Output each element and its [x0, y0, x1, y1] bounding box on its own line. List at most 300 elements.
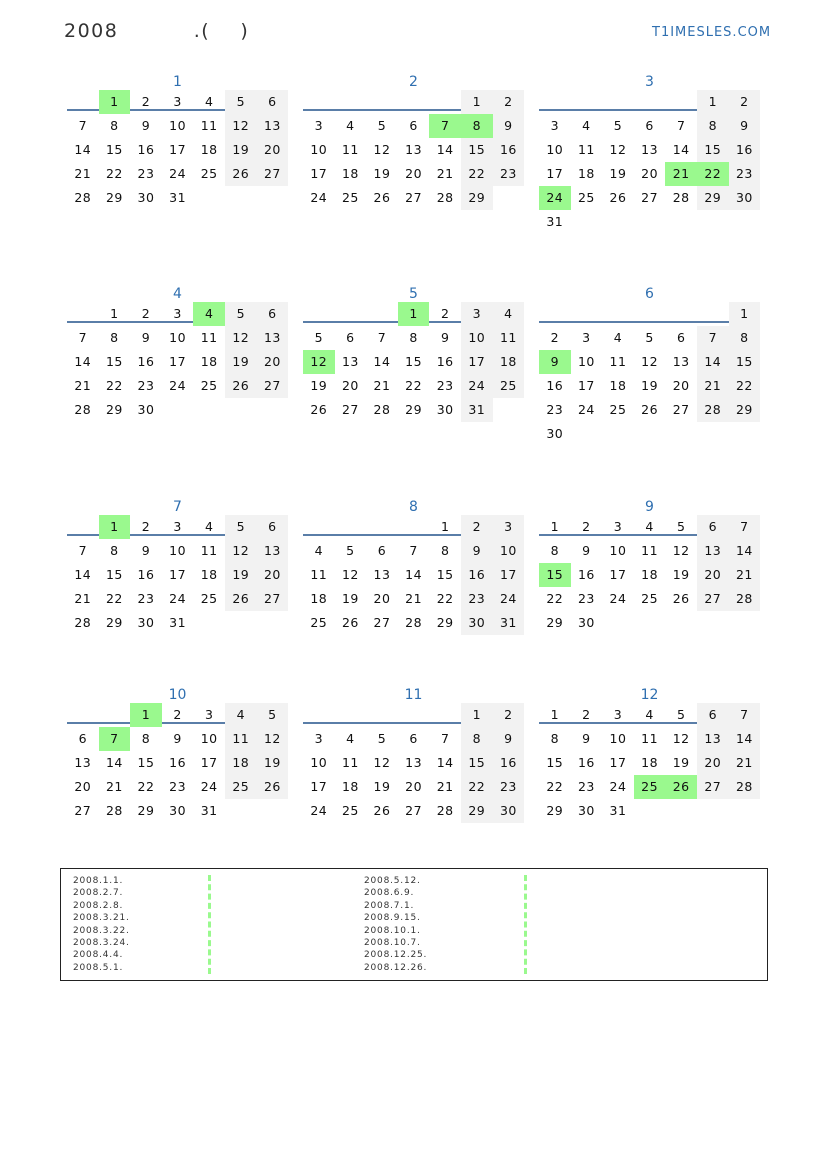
day-cell: 20 [74, 779, 92, 794]
day-cell: 9 [493, 114, 525, 138]
day-cell: 24 [310, 803, 328, 818]
day-cell: 5 [676, 707, 686, 722]
day-cell: 7 [729, 515, 761, 539]
day-cell: 29 [405, 402, 423, 417]
day-cell: 14 [729, 539, 761, 563]
day-cell: 29 [105, 190, 123, 205]
day-cell: 18 [225, 751, 257, 775]
day-cell: 17 [609, 755, 627, 770]
day-cell: 4 [613, 330, 623, 345]
day-cell: 18 [200, 567, 218, 582]
day-cell: 27 [672, 402, 690, 417]
day-cell: 1 [697, 90, 729, 114]
day-cell: 19 [310, 378, 328, 393]
day-cell: 8 [409, 330, 418, 345]
day-cell: 2 [729, 90, 761, 114]
day-cell: 12 [225, 114, 257, 138]
day-cell: 5 [314, 330, 324, 345]
day-cell: 16 [546, 378, 564, 393]
legend-item: 2008.9.15. [364, 913, 421, 924]
day-cell: 5 [377, 118, 387, 133]
day-cell: 12 [641, 354, 659, 369]
day-cell: 14 [436, 755, 454, 770]
day-cell: 3 [204, 707, 214, 722]
day-cell: 21 [665, 162, 697, 186]
day-cell: 6 [257, 90, 289, 114]
day-cell: 4 [346, 731, 355, 746]
day-cell: 17 [310, 166, 328, 181]
day-cell: 30 [577, 803, 595, 818]
day-cell: 27 [697, 775, 729, 799]
day-cell: 28 [405, 615, 423, 630]
day-cell: 15 [461, 751, 493, 775]
day-cell: 29 [105, 615, 123, 630]
day-cell: 24 [200, 779, 218, 794]
day-cell: 11 [641, 731, 659, 746]
day-cell: 25 [200, 166, 218, 181]
day-cell: 2 [582, 519, 591, 534]
day-cell: 27 [405, 803, 423, 818]
legend-divider [524, 875, 527, 974]
day-cell: 8 [461, 114, 493, 138]
day-cell: 2 [141, 306, 151, 321]
day-cell: 10 [609, 543, 627, 558]
day-cell: 13 [405, 755, 423, 770]
day-cell: 22 [461, 775, 493, 799]
day-cell: 10 [609, 731, 627, 746]
month-title: 4 [173, 286, 182, 302]
day-cell: 11 [641, 543, 659, 558]
day-cell: 5 [225, 515, 257, 539]
day-cell: 24 [461, 374, 493, 398]
day-cell: 9 [141, 543, 151, 558]
day-cell: 4 [204, 94, 214, 109]
day-cell: 19 [672, 755, 690, 770]
day-cell: 11 [493, 326, 525, 350]
day-cell: 6 [697, 703, 729, 727]
day-cell: 1 [99, 515, 131, 539]
day-cell: 19 [373, 166, 391, 181]
legend-item: 2008.5.12. [364, 876, 421, 886]
legend-item: 2008.4.4. [73, 950, 124, 961]
day-cell: 18 [200, 354, 218, 369]
month-title: 2 [409, 74, 418, 90]
day-cell: 6 [409, 118, 418, 133]
day-cell: 26 [672, 591, 690, 606]
day-cell: 25 [200, 378, 218, 393]
day-cell: 18 [609, 378, 627, 393]
day-cell: 22 [546, 591, 564, 606]
day-cell: 15 [137, 755, 155, 770]
day-cell: 15 [546, 755, 564, 770]
day-cell: 23 [169, 779, 187, 794]
day-cell: 13 [257, 114, 289, 138]
day-cell: 13 [341, 354, 359, 369]
day-cell: 16 [493, 751, 525, 775]
day-cell: 9 [582, 731, 591, 746]
day-cell: 19 [609, 166, 627, 181]
day-cell: 20 [697, 751, 729, 775]
day-cell: 7 [377, 330, 387, 345]
day-cell: 16 [461, 563, 493, 587]
day-cell: 5 [346, 543, 355, 558]
day-cell: 9 [141, 118, 151, 133]
day-cell: 27 [257, 374, 289, 398]
day-cell: 30 [729, 186, 761, 210]
legend-item: 2008.3.24. [73, 938, 130, 949]
day-cell: 27 [257, 162, 289, 186]
day-cell: 3 [314, 118, 324, 133]
day-cell: 17 [169, 354, 187, 369]
day-cell: 20 [405, 779, 423, 794]
day-cell: 29 [729, 398, 761, 422]
day-cell: 28 [105, 803, 123, 818]
day-cell: 11 [310, 567, 328, 582]
day-cell: 31 [169, 615, 187, 630]
day-cell: 23 [577, 591, 595, 606]
day-cell: 12 [341, 567, 359, 582]
legend-column-right [364, 875, 427, 974]
day-cell: 3 [613, 707, 623, 722]
day-cell: 29 [105, 402, 123, 417]
day-cell: 7 [729, 703, 761, 727]
day-cell: 17 [461, 350, 493, 374]
day-cell: 30 [493, 799, 525, 823]
day-cell: 24 [539, 186, 571, 210]
day-cell: 21 [436, 779, 454, 794]
day-cell: 22 [697, 162, 729, 186]
day-cell: 6 [697, 515, 729, 539]
day-cell: 4 [645, 707, 654, 722]
day-cell: 23 [137, 378, 155, 393]
day-cell: 12 [257, 727, 289, 751]
day-cell: 8 [110, 118, 119, 133]
day-cell: 29 [137, 803, 155, 818]
day-cell: 31 [200, 803, 218, 818]
month-title: 8 [409, 499, 418, 515]
day-cell: 7 [676, 118, 686, 133]
day-cell: 15 [697, 138, 729, 162]
day-cell: 27 [373, 615, 391, 630]
day-cell: 17 [493, 563, 525, 587]
day-cell: 4 [346, 118, 355, 133]
day-cell: 7 [78, 118, 88, 133]
day-cell: 31 [169, 190, 187, 205]
day-cell: 4 [493, 302, 525, 326]
month-title: 12 [640, 687, 659, 703]
day-cell: 12 [672, 543, 690, 558]
day-cell: 28 [74, 402, 92, 417]
day-cell: 18 [641, 567, 659, 582]
day-cell: 13 [672, 354, 690, 369]
day-cell: 22 [461, 162, 493, 186]
day-cell: 26 [641, 402, 659, 417]
day-cell: 27 [257, 587, 289, 611]
day-cell: 4 [582, 118, 591, 133]
day-cell: 21 [74, 591, 92, 606]
day-cell: 5 [257, 703, 289, 727]
day-cell: 28 [436, 190, 454, 205]
day-cell: 4 [314, 543, 324, 558]
day-cell: 20 [257, 563, 289, 587]
day-cell: 26 [225, 587, 257, 611]
day-cell: 5 [676, 519, 686, 534]
day-cell: 11 [200, 330, 218, 345]
day-cell: 19 [225, 563, 257, 587]
day-cell: 15 [105, 354, 123, 369]
day-cell: 16 [493, 138, 525, 162]
day-cell: 9 [141, 330, 151, 345]
day-cell: 30 [546, 426, 564, 441]
day-cell: 20 [373, 591, 391, 606]
day-cell: 10 [169, 543, 187, 558]
day-cell: 24 [169, 166, 187, 181]
day-cell: 17 [310, 779, 328, 794]
day-cell: 1 [461, 703, 493, 727]
day-cell: 23 [461, 587, 493, 611]
day-cell: 21 [105, 779, 123, 794]
day-cell: 24 [169, 591, 187, 606]
day-cell: 13 [373, 567, 391, 582]
day-cell: 14 [74, 142, 92, 157]
day-cell: 25 [493, 374, 525, 398]
day-cell: 22 [105, 166, 123, 181]
day-cell: 25 [225, 775, 257, 799]
day-cell: 14 [405, 567, 423, 582]
day-cell: 6 [676, 330, 686, 345]
day-cell: 27 [74, 803, 92, 818]
day-cell: 17 [200, 755, 218, 770]
month-title: 11 [404, 687, 423, 703]
day-cell: 8 [729, 326, 761, 350]
day-cell: 30 [436, 402, 454, 417]
legend-column-left [73, 875, 130, 974]
day-cell: 2 [550, 330, 560, 345]
day-cell: 10 [310, 755, 328, 770]
day-cell: 6 [78, 731, 88, 746]
day-cell: 28 [74, 190, 92, 205]
day-cell: 28 [697, 398, 729, 422]
day-cell: 15 [436, 567, 454, 582]
day-cell: 19 [225, 350, 257, 374]
day-cell: 9 [173, 731, 182, 746]
day-cell: 19 [257, 751, 289, 775]
day-cell: 21 [436, 166, 454, 181]
day-cell: 31 [546, 214, 564, 229]
day-cell: 18 [341, 166, 359, 181]
day-cell: 20 [341, 378, 359, 393]
day-cell: 21 [74, 378, 92, 393]
day-cell: 2 [141, 94, 151, 109]
day-cell: 16 [137, 567, 155, 582]
day-cell: 3 [582, 330, 591, 345]
day-cell: 10 [577, 354, 595, 369]
day-cell: 9 [493, 727, 525, 751]
day-cell: 9 [582, 543, 591, 558]
day-cell: 23 [493, 775, 525, 799]
day-cell: 23 [546, 402, 564, 417]
day-cell: 19 [341, 591, 359, 606]
day-cell: 10 [546, 142, 564, 157]
day-cell: 26 [225, 162, 257, 186]
day-cell: 8 [440, 543, 450, 558]
day-cell: 22 [729, 374, 761, 398]
day-cell: 1 [729, 302, 761, 326]
legend-item: 2008.12.26. [364, 962, 428, 973]
day-cell: 29 [461, 186, 493, 210]
day-cell: 20 [672, 378, 690, 393]
day-cell: 4 [204, 519, 214, 534]
day-cell: 22 [546, 779, 564, 794]
day-cell: 16 [436, 354, 454, 369]
day-cell: 25 [609, 402, 627, 417]
day-cell: 6 [645, 118, 654, 133]
day-cell: 1 [398, 302, 430, 326]
month-title: 6 [645, 286, 654, 302]
day-cell: 23 [729, 162, 761, 186]
day-cell: 17 [546, 166, 564, 181]
day-cell: 10 [493, 539, 525, 563]
month-title: 10 [168, 687, 187, 703]
day-cell: 8 [141, 731, 151, 746]
day-cell: 22 [436, 591, 454, 606]
day-cell: 10 [461, 326, 493, 350]
day-cell: 14 [729, 727, 761, 751]
month-title: 7 [173, 499, 182, 515]
month-title: 1 [173, 74, 182, 90]
day-cell: 11 [341, 142, 359, 157]
day-cell: 28 [729, 775, 761, 799]
day-cell: 2 [582, 707, 591, 722]
legend-item: 2008.3.22. [73, 925, 130, 936]
legend-divider [208, 875, 211, 974]
day-cell: 13 [641, 142, 659, 157]
day-cell: 31 [493, 611, 525, 635]
day-cell: 19 [641, 378, 659, 393]
day-cell: 25 [577, 190, 595, 205]
day-cell: 30 [577, 615, 595, 630]
day-cell: 3 [173, 306, 182, 321]
legend-item: 2008.1.1. [73, 876, 124, 886]
day-cell: 25 [200, 591, 218, 606]
day-cell: 20 [697, 563, 729, 587]
day-cell: 29 [546, 615, 564, 630]
day-cell: 21 [697, 374, 729, 398]
day-cell: 27 [341, 402, 359, 417]
day-cell: 1 [99, 90, 131, 114]
legend-item: 2008.12.25. [364, 950, 428, 961]
day-cell: 26 [341, 615, 359, 630]
day-cell: 6 [346, 330, 355, 345]
day-cell: 25 [341, 190, 359, 205]
day-cell: 16 [577, 567, 595, 582]
day-cell: 14 [373, 354, 391, 369]
day-cell: 5 [225, 302, 257, 326]
day-cell: 12 [373, 755, 391, 770]
day-cell: 1 [440, 519, 450, 534]
day-cell: 15 [105, 142, 123, 157]
day-cell: 26 [373, 803, 391, 818]
day-cell: 30 [137, 615, 155, 630]
day-cell: 5 [377, 731, 387, 746]
day-cell: 10 [200, 731, 218, 746]
day-cell: 28 [373, 402, 391, 417]
day-cell: 5 [225, 90, 257, 114]
day-cell: 2 [493, 703, 525, 727]
day-cell: 26 [257, 775, 289, 799]
month-title: 3 [645, 74, 654, 90]
day-cell: 2 [173, 707, 182, 722]
legend-item: 2008.2.7. [73, 888, 124, 899]
holiday-legend [60, 868, 768, 981]
day-cell: 16 [729, 138, 761, 162]
day-cell: 8 [110, 543, 119, 558]
day-cell: 19 [373, 779, 391, 794]
day-cell: 17 [169, 567, 187, 582]
day-cell: 8 [110, 330, 119, 345]
day-cell: 3 [493, 515, 525, 539]
day-cell: 27 [697, 587, 729, 611]
day-cell: 23 [493, 162, 525, 186]
day-cell: 16 [577, 755, 595, 770]
day-cell: 13 [405, 142, 423, 157]
day-cell: 3 [314, 731, 324, 746]
day-cell: 12 [672, 731, 690, 746]
day-cell: 24 [493, 587, 525, 611]
day-cell: 3 [613, 519, 623, 534]
day-cell: 1 [550, 707, 560, 722]
day-cell: 21 [729, 751, 761, 775]
day-cell: 22 [105, 591, 123, 606]
day-cell: 28 [74, 615, 92, 630]
day-cell: 8 [550, 543, 560, 558]
day-cell: 26 [225, 374, 257, 398]
day-cell: 9 [729, 114, 761, 138]
day-cell: 21 [373, 378, 391, 393]
legend-item: 2008.10.7. [364, 938, 421, 949]
day-cell: 10 [310, 142, 328, 157]
day-cell: 9 [461, 539, 493, 563]
day-cell: 15 [105, 567, 123, 582]
day-cell: 29 [697, 186, 729, 210]
day-cell: 23 [137, 166, 155, 181]
legend-item: 2008.7.1. [364, 900, 415, 911]
day-cell: 29 [436, 615, 454, 630]
legend-item: 2008.5.1. [73, 962, 124, 973]
day-cell: 9 [440, 330, 450, 345]
day-cell: 21 [405, 591, 423, 606]
day-cell: 21 [74, 166, 92, 181]
day-cell: 18 [310, 591, 328, 606]
day-cell: 2 [461, 515, 493, 539]
day-cell: 12 [225, 326, 257, 350]
day-cell: 12 [373, 142, 391, 157]
day-cell: 25 [341, 803, 359, 818]
brand-link[interactable]: T1IMESLES.COM [652, 25, 772, 40]
day-cell: 7 [99, 727, 131, 751]
day-cell: 12 [609, 142, 627, 157]
day-cell: 24 [169, 378, 187, 393]
day-cell: 23 [577, 779, 595, 794]
day-cell: 29 [461, 799, 493, 823]
day-cell: 18 [341, 779, 359, 794]
day-cell: 16 [137, 354, 155, 369]
day-cell: 31 [461, 398, 493, 422]
day-cell: 2 [141, 519, 151, 534]
day-cell: 4 [193, 302, 225, 326]
day-cell: 30 [169, 803, 187, 818]
day-cell: 18 [200, 142, 218, 157]
